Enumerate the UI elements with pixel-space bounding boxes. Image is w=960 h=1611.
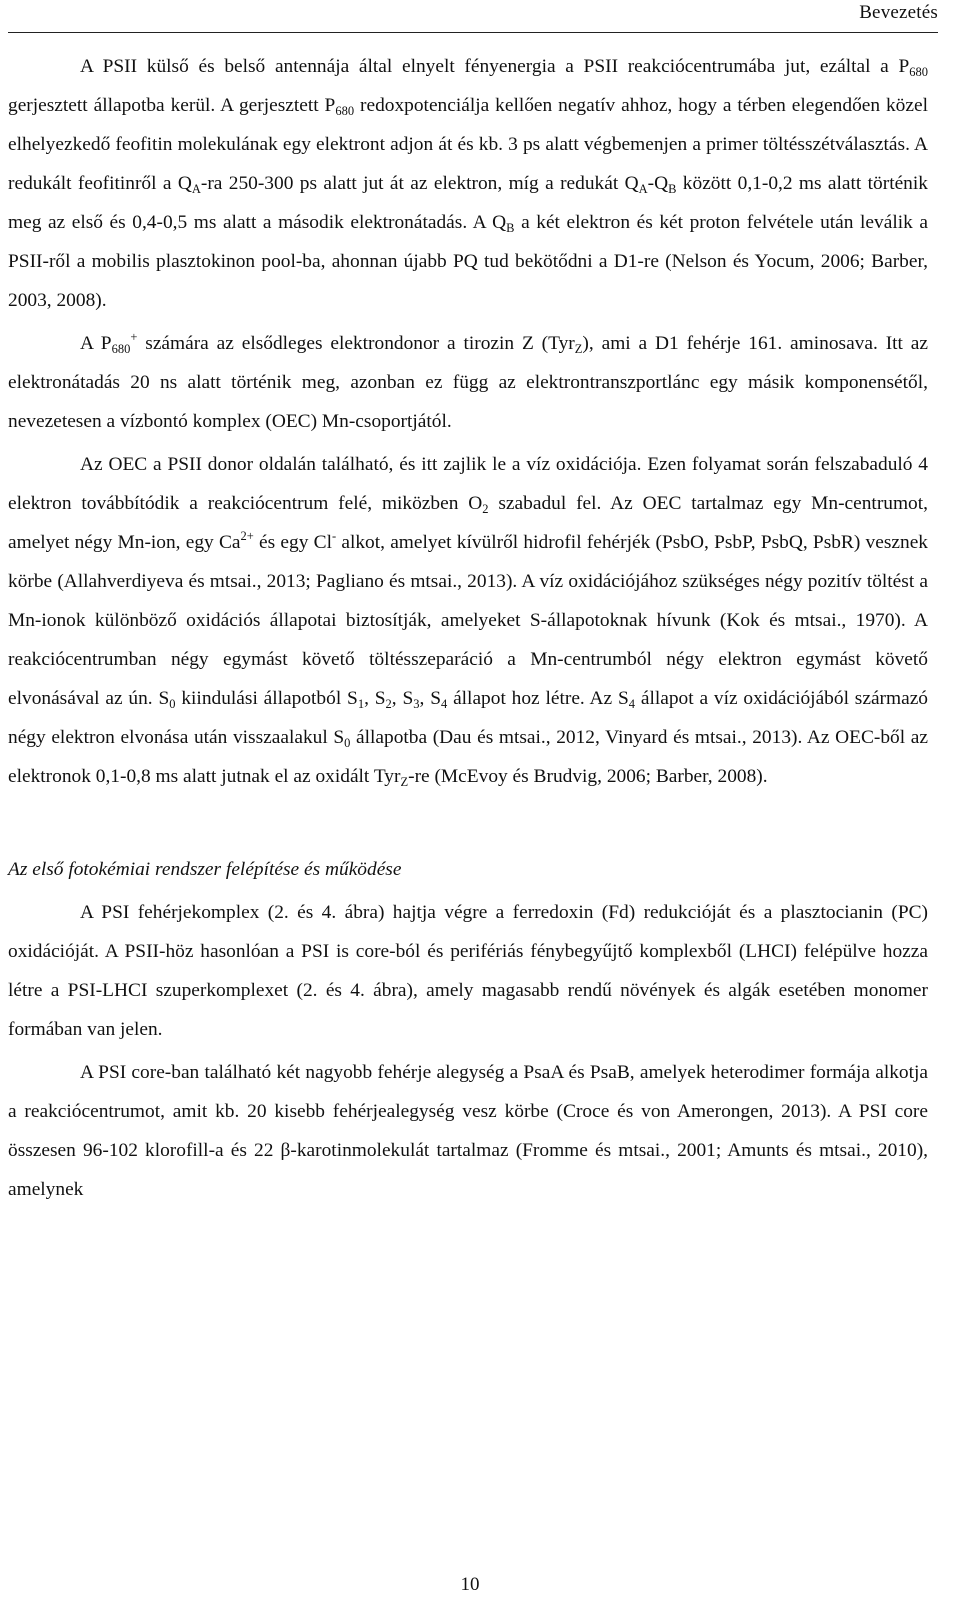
paragraph-psi-complex: A PSI fehérjekomplex (2. és 4. ábra) hajtja végre a ferredoxin (Fd) redukcióját és a plasztocianin (PC) oxidációját. A PSII-höz hasonlóan a PSI is core-ból és perifériás fénybegyűjtő komplexből (LHCI) felépülve hozza létre a PSI-LHCI szuperkomplexet (2. és 4. ábra), amely magasabb rendű növények és algák esetében monomer formában van jelen. (8, 902, 928, 1040)
paragraph-psi-core: A PSI core-ban található két nagyobb fehérje alegység a PsaA és PsaB, amelyek heterodimer formája alkotja a reakciócentrumot, amit kb. 20 kisebb fehérjealegység vesz körbe (Croce és von Amerongen, 2013). A PSI core összesen 96-102 klorofill-a és 22 β-karotinmolekulát tartalmaz (Fromme és mtsai., 2001; Amunts és mtsai., 2010), amelynek (8, 1062, 928, 1200)
section-heading: Az első fotokémiai rendszer felépítése és működése (8, 859, 402, 880)
running-header: Bevezetés (859, 2, 938, 23)
page-number: 10 (460, 1574, 480, 1595)
paragraph-psii-charge-separation: A PSII külső és belső antennája által elnyelt fényenergia a PSII reakciócentrumába jut, ezáltal a $P_{680}$ gerjesztett állapotba kerül. A gerjesztett $P_{680}$ redoxpotenciálja kellően negatív ahhoz, hogy a térben elegendően közel elhelyezkedő feofitin molekulának egy elektront adjon át és kb. 3 ps alatt végbemenjen a primer töltésszétválasztás. A redukált feofitinről a $Q_A-ra$ 250-300 ps alatt jut át az elektron, míg a redukát $Q_A-Q_B$ között 0,1-0,2 ms alatt történik meg az első és 0,4-0,5 ms alatt a második elektronátadás. A $Q_B$ a két elektron és két proton felvétele után leválik a PSII-ről a mobilis plasztokinon pool-ba, ahonnan újabb PQ tud bekötődni a D1-re (Nelson és Yocum, 2006; Barber, 2003, 2008). (8, 56, 928, 311)
paragraph-oec: Az OEC a PSII donor oldalán található, és itt zajlik le a víz oxidációja. Ezen folyamat során felszabaduló 4 elektron továbbítódik a reakciócentrum felé, miközben $O_2$ szabadul fel. Az OEC tartalmaz egy Mn-centrumot, amelyet négy Mn-ion, egy $Ca^{2+}$ és egy Cl- alkot, amelyet kívülről hidrofil fehérjék (PsbO, PsbP, PsbQ, PsbR) vesznek körbe (Allahverdiyeva és mtsai., 2013; Pagliano és mtsai., 2013). A víz oxidációjához szükséges négy pozitív töltést a Mn-ionok különböző oxidációs állapotai biztosítják, amelyeket S-állapotoknak hívunk (Kok és mtsai., 1970). A reakciócentrumban négy egymást követő töltésszeparáció a Mn-centrumból négy elektron egymást követő elvonásával az ún. $S_0$ kiindulási állapotból $S_1$, $S_2$, $S_3$, $S_4$ állapot hoz létre. Az $S_4$ állapot a víz oxidációjából származó négy elektron elvonása után visszaalakul $S_0$ állapotba (Dau és mtsai., 2012, Vinyard és mtsai., 2013). Az OEC-ből az elektronok 0,1-0,8 ms alatt jutnak el az oxidált Tyr$_Z$-re (McEvoy és Brudvig, 2006; Barber, 2008). (8, 454, 929, 789)
header-rule (8, 32, 938, 33)
body-text (8, 47, 928, 1209)
paragraph-electron-donor: A $P_{680}^+$ számára az elsődleges elektrondonor a tirozin Z (Tyr$_Z$), ami a D1 fehérje 161. aminosava. Itt az elektronátadás 20 ns alatt történik meg, azonban ez függ az elektrontranszportlánc egy másik komponensétől, nevezetesen a vízbontó komplex (OEC) Mn-csoportjától. (8, 330, 929, 432)
